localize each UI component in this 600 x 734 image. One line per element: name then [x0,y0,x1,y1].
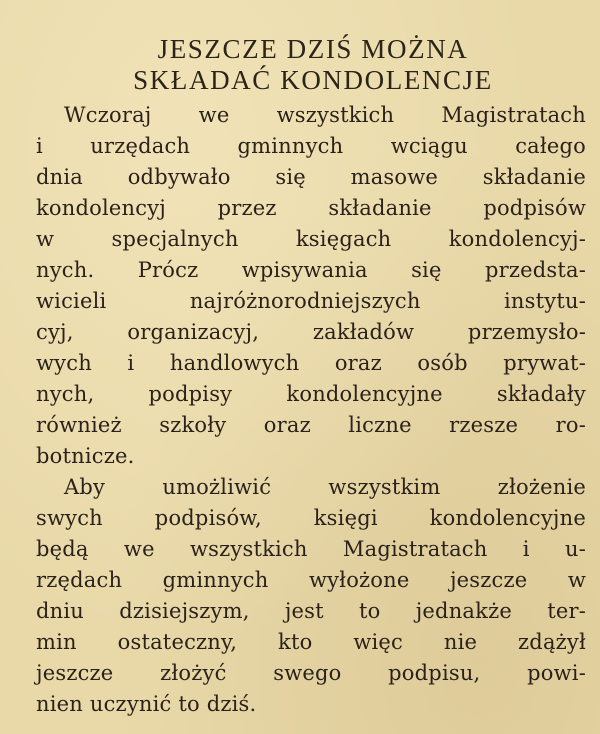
text-line: kondolencyj przez składanie podpisów [36,196,586,220]
text-line: wicieli najróżnorodniejszych instytu- [36,289,586,313]
text-line: swych podpisów, księgi kondolencyjne [36,506,586,530]
text-line: Wczoraj we wszystkich Magistratach [64,103,586,127]
text-line: dniu dzisiejszym, jest to jednakże ter- [36,599,586,623]
text-line: jeszcze złożyć swego podpisu, powi- [36,661,586,685]
text-line: wych i handlowych oraz osób prywat- [36,351,586,375]
text-line: nych. Prócz wpisywania się przedsta- [36,258,586,282]
text-line: będą we wszystkich Magistratach i u- [36,537,586,561]
text-line: w specjalnych księgach kondolencyj- [36,227,586,251]
text-line: rzędach gminnych wyłożone jeszcze w [36,568,586,592]
headline-line-2: SKŁADAĆ KONDOLENCJE [133,65,493,95]
text-line: cyj, organizacyj, zakładów przemysło- [36,320,586,344]
headline-line-1: JESZCZE DZIŚ MOŻNA [157,34,469,64]
text-line: i urzędach gminnych wciągu całego [36,134,586,158]
text-line: min ostateczny, kto więc nie zdążył [36,630,586,654]
article-paragraph-1 [36,100,586,472]
text-line: Aby umożliwić wszystkim złożenie [64,475,586,499]
text-line: nien uczynić to dziś. [36,692,257,716]
article-headline [36,34,586,96]
text-line: nych, podpisy kondolencyjne składały [36,382,586,406]
text-line: botnicze. [36,444,135,468]
text-line: również szkoły oraz liczne rzesze ro- [36,413,586,437]
article-paragraph-2 [36,472,586,720]
text-line: dnia odbywało się masowe składanie [36,165,586,189]
article-body [36,100,586,720]
